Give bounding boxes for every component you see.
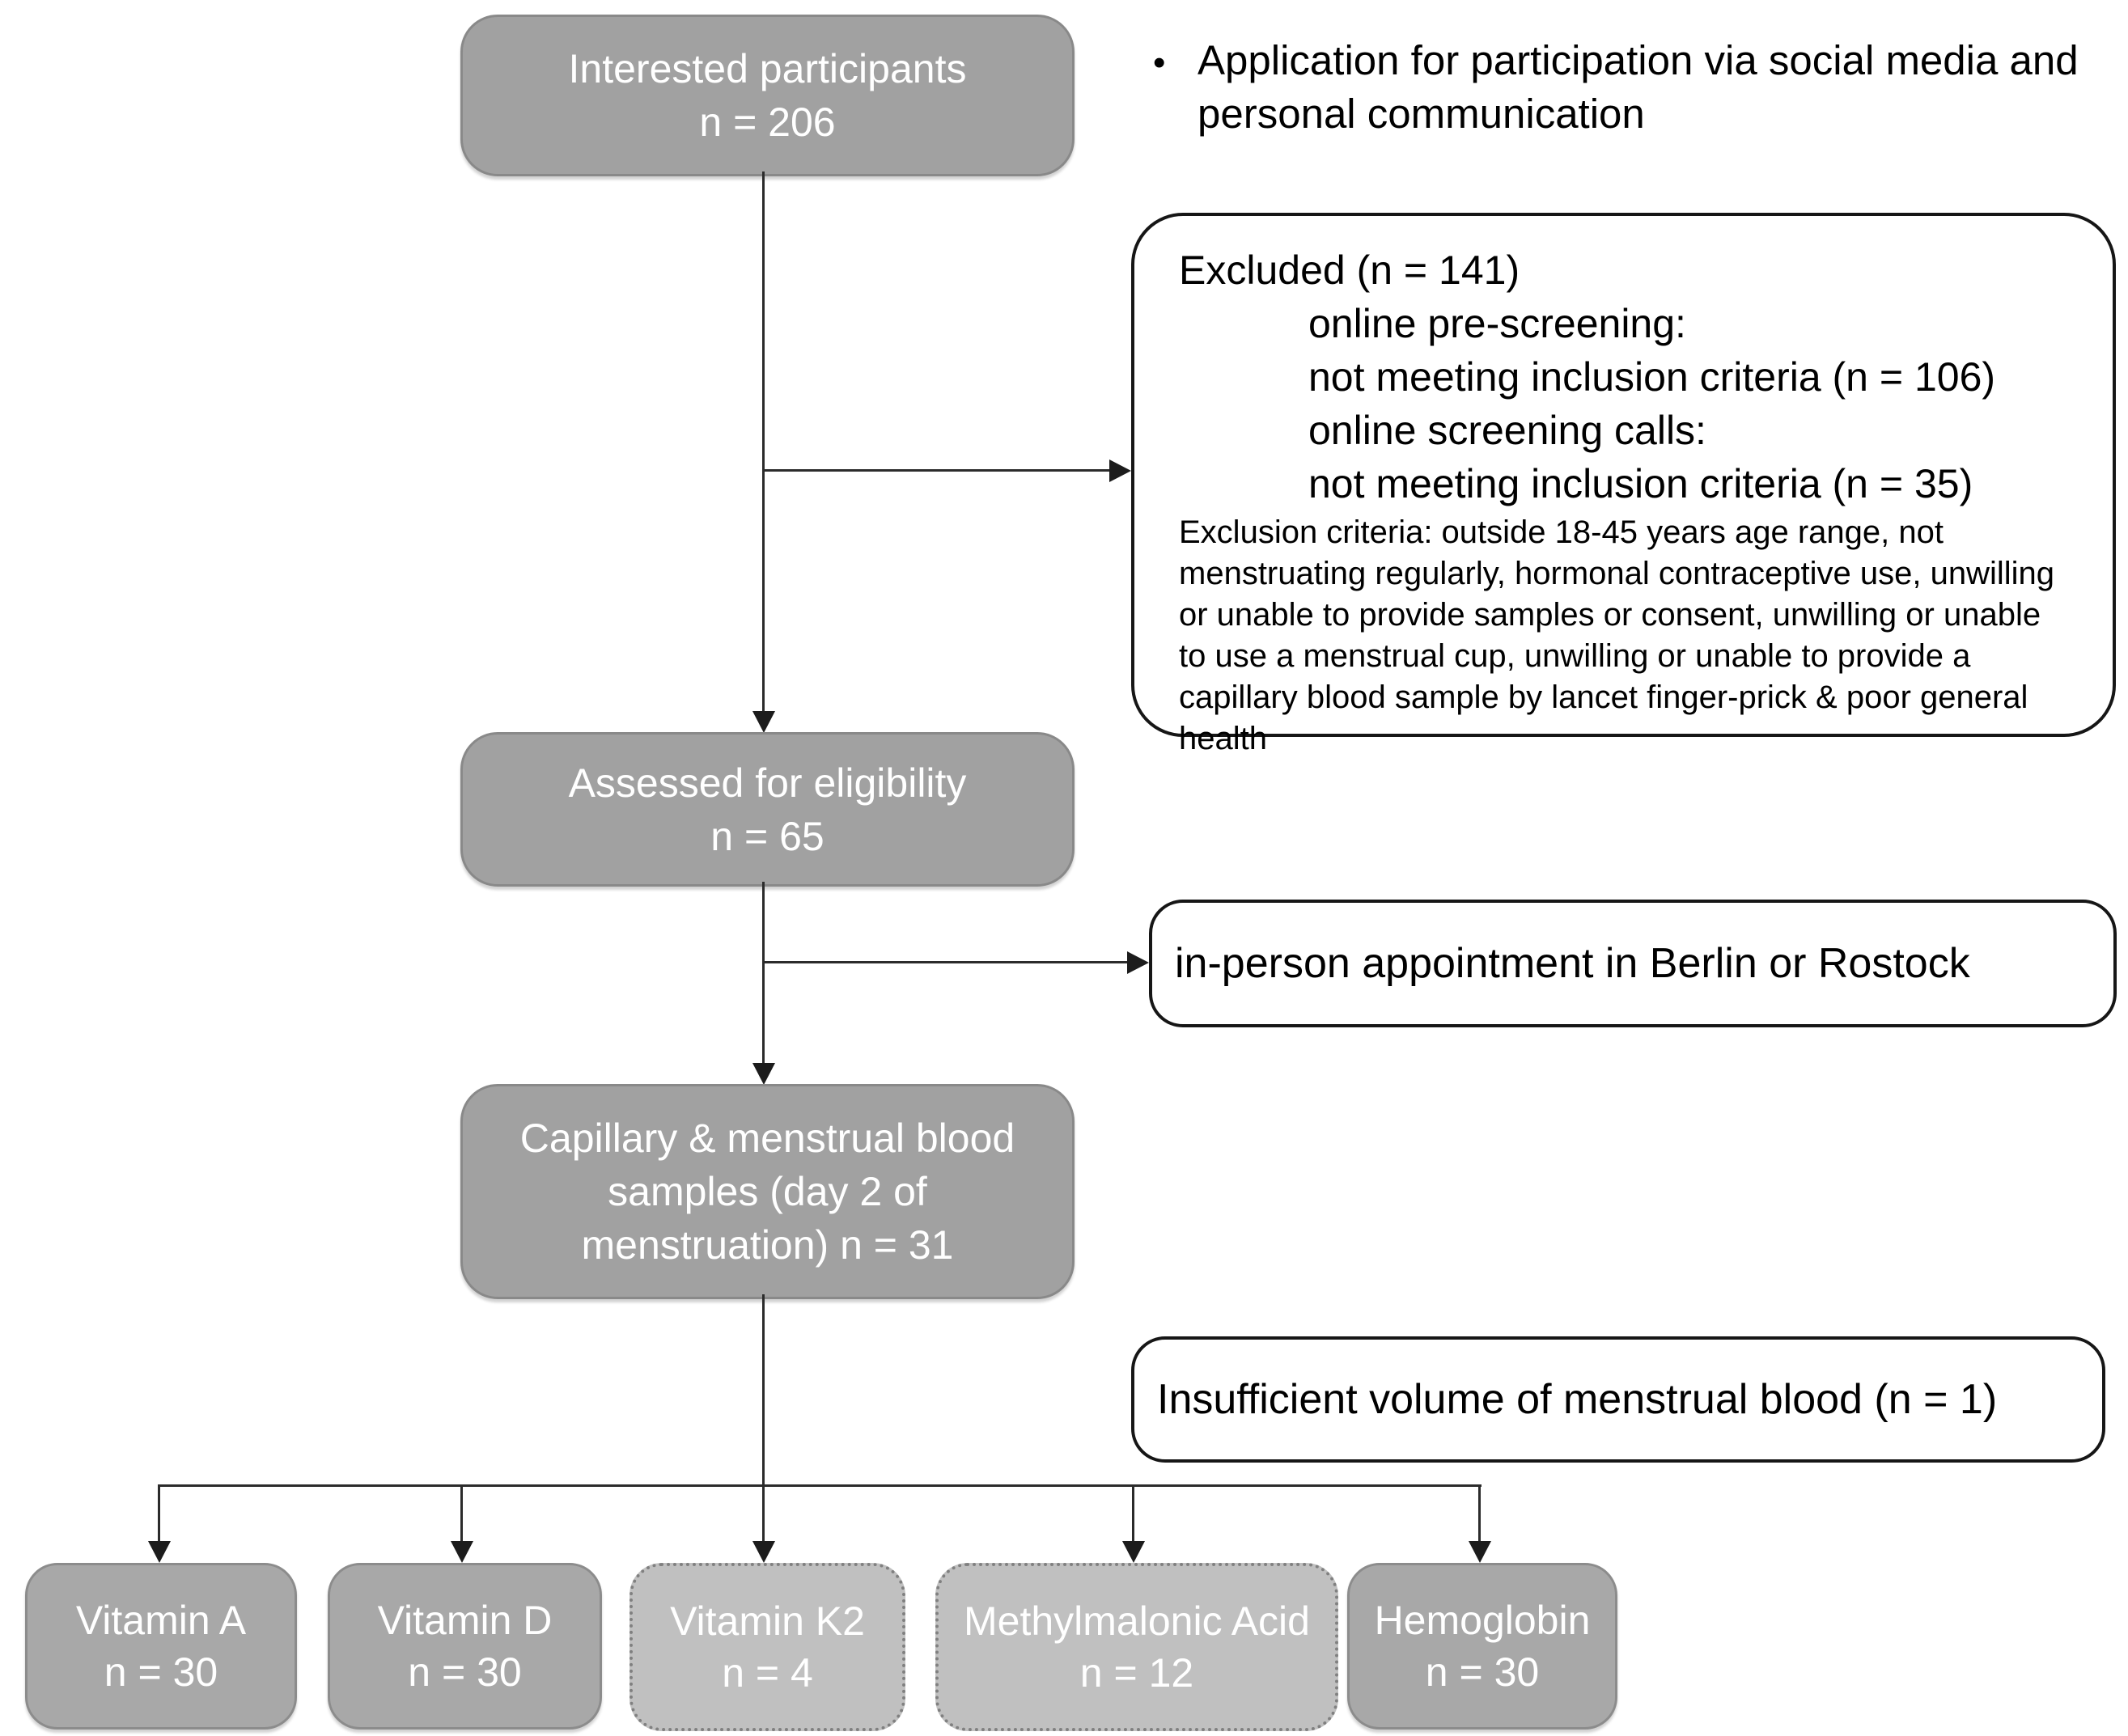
node-count: menstruation) n = 31 bbox=[581, 1222, 954, 1268]
outcome-count: n = 12 bbox=[1079, 1650, 1194, 1696]
exclusion-criteria-text: Exclusion criteria: outside 18-45 years age range, not menstruating regularly, hormonal contraceptive use, unwilling or unable to provide samples or consent, unwilling or unable to use a menstrual cup, unwilling or unable to provide a capillary blood sample by lancet finger-prick & poor general health bbox=[1179, 514, 2055, 756]
connector-capillary-rail bbox=[762, 1294, 765, 1487]
appointment-text: in-person appointment in Berlin or Rostock bbox=[1175, 940, 1970, 987]
outcome-count: n = 4 bbox=[722, 1650, 813, 1696]
distribution-rail bbox=[159, 1484, 1482, 1487]
outcome-vitamin-d-box bbox=[328, 1563, 602, 1730]
drop-vitamin-d bbox=[460, 1484, 463, 1543]
application-note-text bbox=[1198, 34, 2079, 141]
capillary-samples-box bbox=[460, 1084, 1075, 1299]
arrowhead-vitamin-d bbox=[451, 1541, 473, 1563]
outcome-methylmalonic-acid-box bbox=[935, 1563, 1338, 1731]
appointment-box bbox=[1149, 900, 2117, 1027]
excluded-item: online screening calls: bbox=[1308, 408, 1706, 453]
arrowhead-vitamin-a bbox=[148, 1541, 171, 1563]
outcome-label: Vitamin K2 bbox=[670, 1598, 865, 1644]
outcome-label: Vitamin A bbox=[75, 1598, 247, 1643]
outcome-label: Hemoglobin bbox=[1374, 1598, 1591, 1643]
excluded-box bbox=[1131, 213, 2116, 756]
node-line: samples (day 2 of bbox=[608, 1169, 927, 1214]
bullet-icon: • bbox=[1153, 43, 1166, 83]
outcome-count: n = 30 bbox=[408, 1649, 522, 1695]
connector-assessed-capillary bbox=[762, 882, 765, 1065]
connector-to-excluded bbox=[762, 469, 1112, 472]
node-count: n = 65 bbox=[710, 813, 824, 859]
outcome-label: Methylmalonic Acid bbox=[964, 1598, 1310, 1644]
node-line: Assessed for eligibility bbox=[568, 760, 967, 806]
arrowhead-down-assessed bbox=[752, 711, 775, 733]
application-note bbox=[1153, 34, 2079, 141]
arrowhead-hemoglobin bbox=[1469, 1541, 1491, 1563]
note-line: personal communication bbox=[1198, 91, 1645, 137]
note-line: Application for participation via social media and bbox=[1198, 37, 2079, 83]
excluded-item: online pre-screening: bbox=[1308, 301, 1686, 346]
arrowhead-down-capillary bbox=[752, 1063, 775, 1085]
node-line: Interested participants bbox=[568, 46, 967, 91]
insufficient-volume-box bbox=[1131, 1336, 2105, 1463]
outcome-count: n = 30 bbox=[1425, 1649, 1540, 1695]
outcome-vitamin-a-box bbox=[25, 1563, 297, 1730]
drop-vitamin-k2 bbox=[762, 1484, 765, 1543]
outcome-label: Vitamin D bbox=[377, 1598, 553, 1643]
node-count: n = 206 bbox=[699, 100, 836, 145]
node-line: Capillary & menstrual blood bbox=[519, 1116, 1015, 1161]
excluded-item: not meeting inclusion criteria (n = 35) bbox=[1308, 461, 1973, 506]
outcome-vitamin-k2-box bbox=[629, 1563, 905, 1731]
assessed-eligibility-box bbox=[460, 732, 1075, 887]
excluded-item: not meeting inclusion criteria (n = 106) bbox=[1308, 354, 1996, 400]
connector-to-appointment bbox=[762, 961, 1130, 963]
outcome-hemoglobin-box bbox=[1347, 1563, 1617, 1730]
outcome-count: n = 30 bbox=[104, 1649, 218, 1695]
interested-participants-box bbox=[460, 15, 1075, 176]
drop-vitamin-a bbox=[158, 1484, 160, 1543]
arrowhead-right-appointment bbox=[1127, 951, 1149, 974]
arrowhead-vitamin-k2 bbox=[752, 1541, 775, 1563]
insufficient-volume-text: Insufficient volume of menstrual blood (n = 1) bbox=[1157, 1376, 1998, 1423]
drop-hemoglobin bbox=[1478, 1484, 1481, 1543]
arrowhead-right-excluded bbox=[1109, 459, 1131, 482]
arrowhead-methylmalonic bbox=[1122, 1541, 1145, 1563]
connector-interested-assessed bbox=[762, 171, 765, 712]
excluded-title: Excluded (n = 141) bbox=[1179, 248, 1520, 293]
drop-methylmalonic bbox=[1132, 1484, 1134, 1543]
